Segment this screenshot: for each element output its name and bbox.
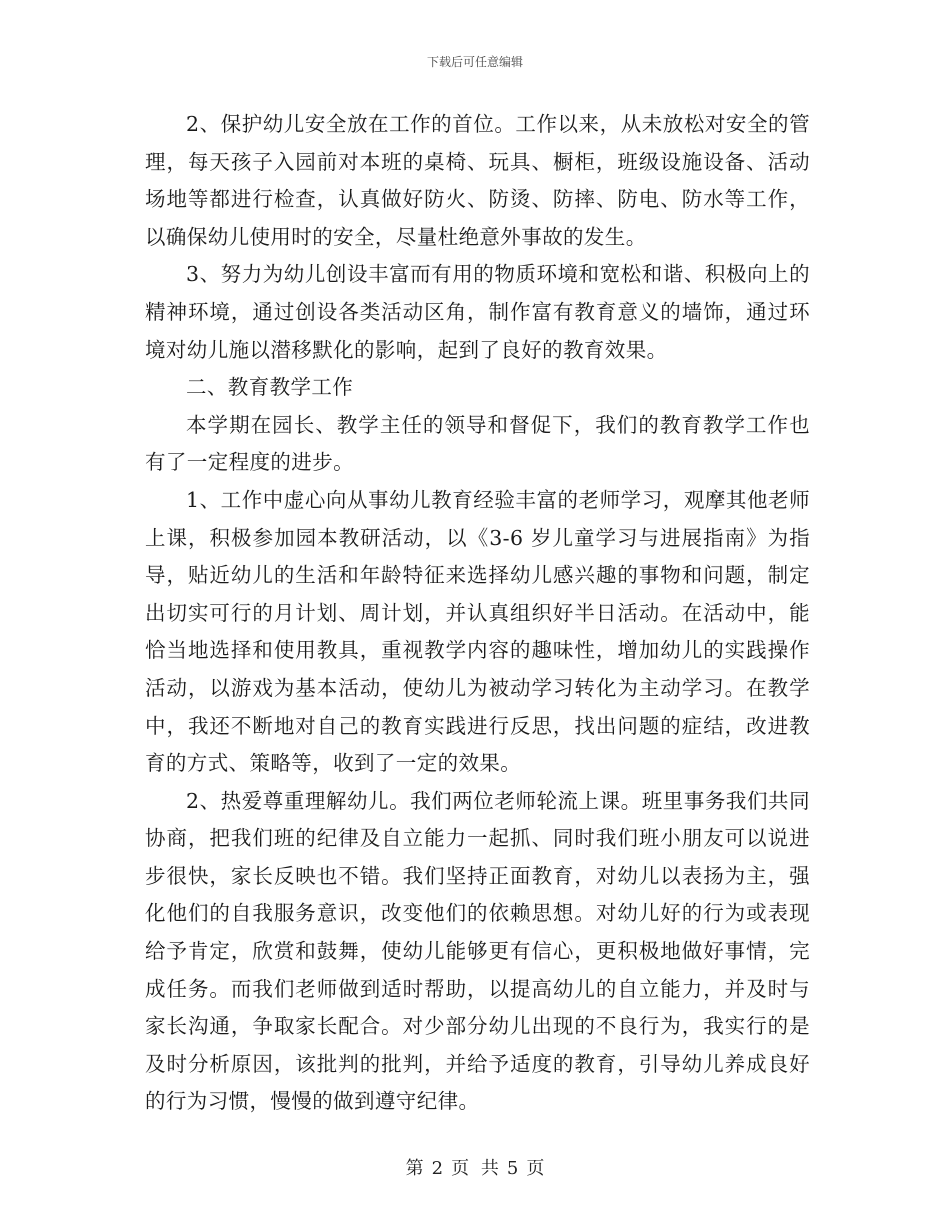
page-number-footer — [0, 1154, 950, 1180]
footer-middle: 页 共 — [451, 1158, 499, 1179]
document-body — [145, 106, 810, 1121]
page-header-note: 下载后可任意编辑 — [426, 55, 523, 69]
paragraph-learning: 1、工作中虚心向从事幼儿教育经验丰富的老师学习，观摩其他老师上课，积极参加园本教研活动，以《3-6 岁儿童学习与进展指南》为指导，贴近幼儿的生活和年龄特征来选择幼儿感兴趣的事物和问题，制定出切实可行的月计划、周计划，并认真组织好半日活动。在活动中，能恰当地选择和使用教具，重视教学内容的趣味性，增加幼儿的实践操作活动，以游戏为基本活动，使幼儿为被动学习转化为主动学习。在教学中，我还不断地对自己的教育实践进行反思，找出问题的症结，改进教育的方式、策略等，收到了一定的效果。 — [145, 487, 810, 776]
footer-suffix: 页 — [526, 1158, 545, 1179]
section-heading-teaching: 二、教育教学工作 — [186, 375, 354, 400]
paragraph-safety: 2、保护幼儿安全放在工作的首位。工作以来，从未放松对安全的管理，每天孩子入园前对本班的桌椅、玩具、橱柜，班级设施设备、活动场地等都进行检查，认真做好防火、防烫、防摔、防电、防水等工作，以确保幼儿使用时的安全，尽量杜绝意外事故的发生。 — [145, 112, 810, 249]
footer-prefix: 第 — [405, 1158, 424, 1179]
footer-current-page: 2 — [431, 1158, 444, 1179]
footer-total-pages: 5 — [506, 1158, 519, 1179]
paragraph-environment: 3、努力为幼儿创设丰富而有用的物质环境和宽松和谐、积极向上的精神环境，通过创设各类活动区角，制作富有教育意义的墙饰，通过环境对幼儿施以潜移默化的影响，起到了良好的教育效果。 — [145, 262, 810, 362]
paragraph-teaching-intro: 本学期在园长、教学主任的领导和督促下，我们的教育教学工作也有了一定程度的进步。 — [145, 412, 810, 475]
paragraph-respect: 2、热爱尊重理解幼儿。我们两位老师轮流上课。班里事务我们共同协商，把我们班的纪律及自立能力一起抓、同时我们班小朋友可以说进步很快，家长反映也不错。我们坚持正面教育，对幼儿以表扬为主，强化他们的自我服务意识，改变他们的依赖思想。对幼儿好的行为或表现给予肯定，欣赏和鼓舞，使幼儿能够更有信心，更积极地做好事情，完成任务。而我们老师做到适时帮助，以提高幼儿的自立能力，并及时与家长沟通，争取家长配合。对少部分幼儿出现的不良行为，我实行的是及时分析原因，该批判的批判，并给予适度的教育，引导幼儿养成良好的行为习惯，慢慢的做到遵守纪律。 — [145, 788, 810, 1114]
